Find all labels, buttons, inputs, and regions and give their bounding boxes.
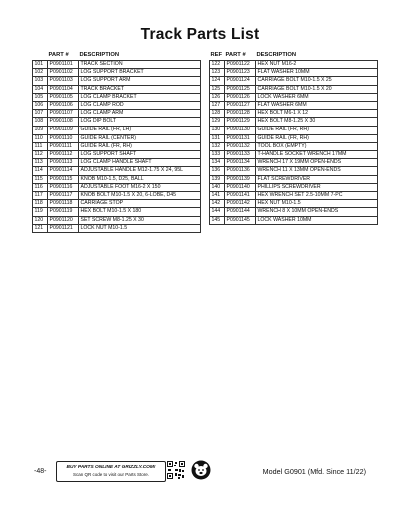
part-number-cell: P0901140 (225, 183, 256, 191)
ref-cell: 110 (33, 134, 48, 142)
table-row (210, 200, 378, 208)
ref-cell: 117 (33, 192, 48, 200)
part-number-cell: P0901114 (48, 167, 79, 175)
model-label: Model G0901 (Mfd. Since 11/22) (262, 467, 366, 476)
ref-cell: 141 (210, 192, 225, 200)
part-number-cell: P0901126 (225, 93, 256, 101)
qr-code-icon[interactable] (166, 460, 186, 480)
part-number-cell: P0901139 (225, 175, 256, 183)
table-row (33, 110, 201, 118)
ref-cell: 114 (33, 167, 48, 175)
table-row (33, 159, 201, 167)
table-header-row (210, 50, 378, 61)
table-row (210, 85, 378, 93)
part-number-cell: P0901145 (225, 216, 256, 224)
table-row (210, 61, 378, 69)
part-number-cell: P0901129 (225, 118, 256, 126)
part-number-cell: P0901117 (48, 192, 79, 200)
description-cell: TRACK BRACKET (79, 85, 201, 93)
description-cell: HEX BOLT M10-1.5 X 180 (79, 208, 201, 216)
description-cell: LOCK NUT M10-1.5 (79, 224, 201, 232)
ref-cell: 112 (33, 151, 48, 159)
part-number-cell: P0901109 (48, 126, 79, 134)
table-row (210, 151, 378, 159)
part-number-cell: P0901136 (225, 167, 256, 175)
part-number-cell: P0901116 (48, 183, 79, 191)
table-row (210, 69, 378, 77)
part-number-cell: P0901133 (225, 151, 256, 159)
part-number-cell: P0901111 (48, 142, 79, 150)
table-row (33, 200, 201, 208)
description-cell: LOG CLAMP HANDLE SHAFT (79, 159, 201, 167)
table-row (210, 167, 378, 175)
part-number-cell: P0901105 (48, 93, 79, 101)
part-number-cell: P0901115 (48, 175, 79, 183)
ref-cell: 102 (33, 69, 48, 77)
table-row (33, 224, 201, 232)
ref-cell: 128 (210, 110, 225, 118)
part-number-cell: P0901107 (48, 110, 79, 118)
table-row (33, 192, 201, 200)
part-number-cell: P0901102 (48, 69, 79, 77)
description-cell: GUIDE RAIL (CENTER) (79, 134, 201, 142)
ref-cell: 103 (33, 77, 48, 85)
description-cell: ADJUSTABLE FOOT M16-2 X 150 (79, 183, 201, 191)
description-cell: LOG SUPPORT ARM (79, 77, 201, 85)
ref-cell: 125 (210, 85, 225, 93)
table-row (33, 175, 201, 183)
description-cell: GUIDE RAIL (FR, LH) (79, 126, 201, 134)
description-cell: LOG CLAMP ROD (79, 101, 201, 109)
ref-cell: 145 (210, 216, 225, 224)
part-number-cell: P0901113 (48, 159, 79, 167)
ref-cell: 105 (33, 93, 48, 101)
part-number-cell: P0901122 (225, 61, 256, 69)
part-number-cell: P0901128 (225, 110, 256, 118)
ref-cell: 123 (210, 69, 225, 77)
description-cell: GUIDE RAIL (FR, RH) (256, 126, 378, 134)
table-row (210, 118, 378, 126)
description-cell: PHILLIPS SCREWDRIVER (256, 183, 378, 191)
description-cell: LOG CLAMP ARM (79, 110, 201, 118)
ref-cell: 131 (210, 134, 225, 142)
ref-cell: 108 (33, 118, 48, 126)
description-cell: TRACK SECTION (79, 61, 201, 69)
ref-cell: 124 (210, 77, 225, 85)
table-header-row (33, 50, 201, 61)
table-row (210, 110, 378, 118)
table-row (33, 183, 201, 191)
ref-cell: 140 (210, 183, 225, 191)
ref-cell: 104 (33, 85, 48, 93)
description-cell: HEX BOLT M6-1 X 12 (256, 110, 378, 118)
table-row (33, 93, 201, 101)
ref-cell: 136 (210, 167, 225, 175)
part-number-cell: P0901106 (48, 101, 79, 109)
ref-column-header: REF (210, 52, 223, 59)
part-number-cell: P0901104 (48, 85, 79, 93)
ref-cell: 126 (210, 93, 225, 101)
part-number-cell: P0901101 (48, 61, 79, 69)
description-cell: CARRIAGE STOP (79, 200, 201, 208)
description-cell: LOG CLAMP BRACKET (79, 93, 201, 101)
description-cell: WRENCH 17 X 19MM OPEN-ENDS (256, 159, 378, 167)
ref-cell: 132 (210, 142, 225, 150)
ref-cell: 142 (210, 200, 225, 208)
part-number-cell: P0901124 (225, 77, 256, 85)
ref-cell: 118 (33, 200, 48, 208)
page-title: Track Parts List (140, 26, 260, 43)
table-row (210, 101, 378, 109)
table-row (210, 142, 378, 150)
ref-cell: 111 (33, 142, 48, 150)
ref-cell: 122 (210, 61, 225, 69)
table-row (33, 151, 201, 159)
ref-cell: 144 (210, 208, 225, 216)
grizzly-bear-logo-icon (191, 460, 211, 480)
ref-cell: 119 (33, 208, 48, 216)
part-number-cell: P0901119 (48, 208, 79, 216)
parts-table-left (32, 50, 201, 233)
promo-headline: BUY PARTS ONLINE AT GRIZZLY.COM! (66, 465, 156, 470)
description-cell: WRENCH 8 X 10MM OPEN-ENDS (256, 208, 378, 216)
description-cell: HEX BOLT M8-1.25 X 30 (256, 118, 378, 126)
table-row (33, 167, 201, 175)
ref-cell: 134 (210, 159, 225, 167)
description-column-header: DESCRIPTION (79, 52, 120, 59)
ref-cell: 107 (33, 110, 48, 118)
description-cell: HEX WRENCH SET 2.5-10MM 7-PC (256, 192, 378, 200)
page-number: -48- (34, 468, 47, 475)
description-cell: LOG DIP BOLT (79, 118, 201, 126)
parts-store-promo-box[interactable] (56, 461, 166, 482)
ref-cell: 109 (33, 126, 48, 134)
ref-cell: 115 (33, 175, 48, 183)
parts-table-right (209, 50, 378, 225)
table-row (33, 134, 201, 142)
table-row (210, 126, 378, 134)
table-row (33, 208, 201, 216)
description-cell: HEX NUT M10-1.5 (256, 200, 378, 208)
description-cell: GUIDE RAIL (FR, RH) (79, 142, 201, 150)
table-row (210, 175, 378, 183)
ref-cell: 133 (210, 151, 225, 159)
part-number-cell: P0901110 (48, 134, 79, 142)
part-number-cell: P0901118 (48, 200, 79, 208)
description-cell: CARRIAGE BOLT M10-1.5 X 20 (256, 85, 378, 93)
ref-cell: 129 (210, 118, 225, 126)
ref-column-header (33, 50, 48, 61)
part-number-cell: P0901121 (48, 224, 79, 232)
description-column-header: DESCRIPTION (256, 52, 297, 59)
part-number-cell: P0901141 (225, 192, 256, 200)
description-cell: FLAT WASHER 10MM (256, 69, 378, 77)
part-number-cell: P0901134 (225, 159, 256, 167)
table-row (33, 61, 201, 69)
table-row (33, 77, 201, 85)
part-number-cell: P0901132 (225, 142, 256, 150)
ref-cell: 101 (33, 61, 48, 69)
description-cell: TOOL BOX (EMPTY) (256, 142, 378, 150)
table-row (210, 134, 378, 142)
table-row (33, 216, 201, 224)
table-row (210, 192, 378, 200)
ref-cell: 120 (33, 216, 48, 224)
description-cell: FLAT SCREWDRIVER (256, 175, 378, 183)
description-cell: LOCK WASHER 10MM (256, 216, 378, 224)
ref-cell: 116 (33, 183, 48, 191)
description-cell: GUIDE RAIL (FR, RH) (256, 134, 378, 142)
part-number-cell: P0901142 (225, 200, 256, 208)
table-row (33, 126, 201, 134)
description-cell: KNOB BOLT M10-1.5 X 20, 6-LOBE, D45 (79, 192, 201, 200)
table-row (210, 183, 378, 191)
table-row (210, 93, 378, 101)
table-row (33, 118, 201, 126)
table-row (33, 142, 201, 150)
description-cell: ADJUSTABLE HANDLE M12-1.75 X 24, 95L (79, 167, 201, 175)
ref-cell: 121 (33, 224, 48, 232)
part-number-cell: P0901125 (225, 85, 256, 93)
ref-cell: 113 (33, 159, 48, 167)
part-number-cell: P0901103 (48, 77, 79, 85)
part-number-cell: P0901131 (225, 134, 256, 142)
table-row (33, 101, 201, 109)
table-row (210, 77, 378, 85)
description-cell: WRENCH 11 X 13MM OPEN-ENDS (256, 167, 378, 175)
table-row (210, 216, 378, 224)
part-number-cell: P0901108 (48, 118, 79, 126)
description-cell: LOG SUPPORT SHAFT (79, 151, 201, 159)
part-column-header: PART # (225, 52, 246, 59)
description-cell: KNOB M10-1.5, D25, BALL (79, 175, 201, 183)
description-cell: LOG SUPPORT BRACKET (79, 69, 201, 77)
promo-subtext: Scan QR code to visit our Parts Store. (72, 472, 150, 477)
description-cell: T-HANDLE SOCKET WRENCH 17MM (256, 151, 378, 159)
description-cell: LOCK WASHER 6MM (256, 93, 378, 101)
part-number-cell: P0901123 (225, 69, 256, 77)
part-number-cell: P0901112 (48, 151, 79, 159)
part-number-cell: P0901127 (225, 101, 256, 109)
part-column-header: PART # (48, 52, 69, 59)
table-row (210, 208, 378, 216)
part-number-cell: P0901130 (225, 126, 256, 134)
table-row (33, 85, 201, 93)
part-number-cell: P0901120 (48, 216, 79, 224)
description-cell: SET SCREW M8-1.25 X 30 (79, 216, 201, 224)
ref-cell: 130 (210, 126, 225, 134)
description-cell: FLAT WASHER 6MM (256, 101, 378, 109)
table-row (210, 159, 378, 167)
ref-cell: 127 (210, 101, 225, 109)
description-cell: CARRIAGE BOLT M10-1.5 X 25 (256, 77, 378, 85)
ref-cell: 139 (210, 175, 225, 183)
table-row (33, 69, 201, 77)
description-cell: HEX NUT M16-2 (256, 61, 378, 69)
part-number-cell: P0901144 (225, 208, 256, 216)
ref-cell: 106 (33, 101, 48, 109)
